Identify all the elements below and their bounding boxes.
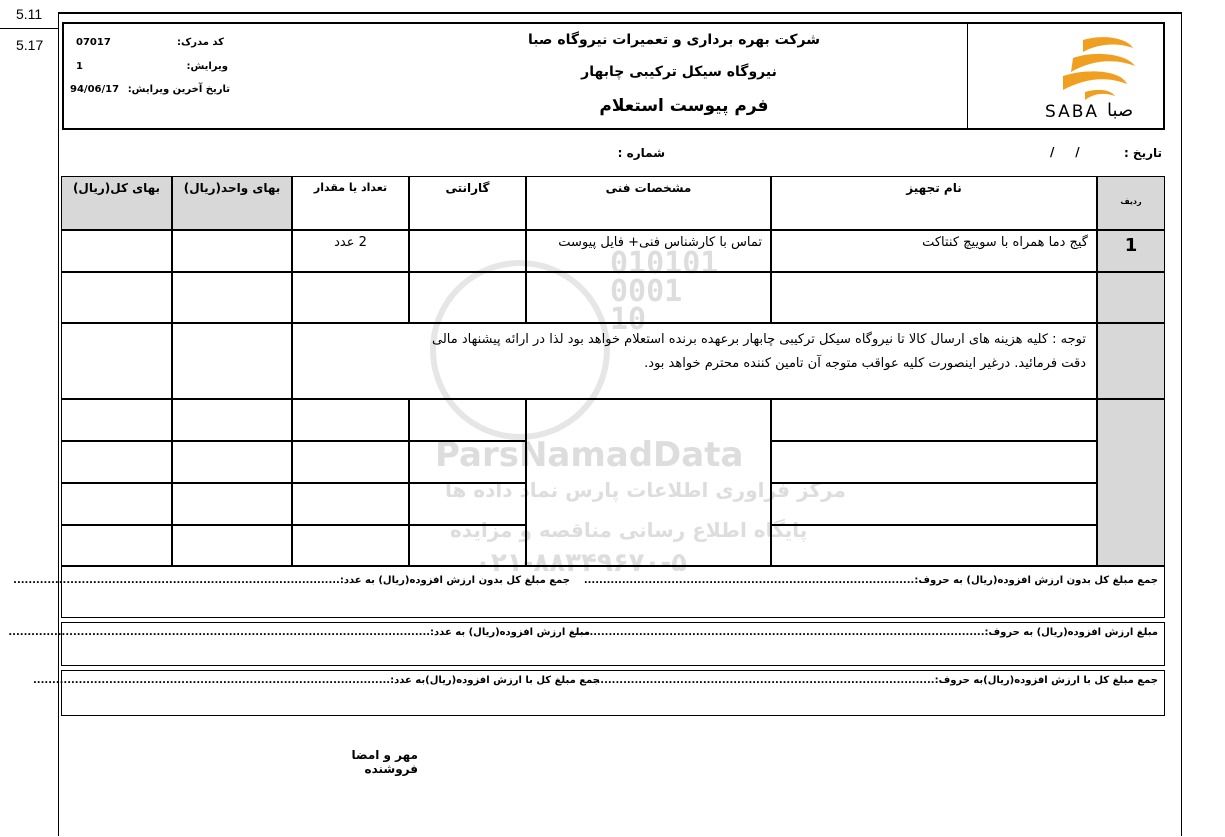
header-spec: مشخصات فنی <box>526 176 771 230</box>
table-cell <box>409 525 526 566</box>
logo-text-en: SABA <box>1045 102 1100 122</box>
table-cell <box>172 272 292 323</box>
company-name: شرکت بهره برداری و تعمیرات نیروگاه صبا <box>527 32 821 48</box>
shipping-note <box>292 323 1097 399</box>
table-cell <box>172 441 292 483</box>
header-qty: تعداد یا مقدار <box>292 176 409 230</box>
table-row <box>1097 399 1165 566</box>
table-cell <box>61 525 172 566</box>
vat-amount-digits: مبلغ ارزش افزوده(ریال) به عدد:............................................................................................................... <box>8 627 590 638</box>
item-warranty <box>409 230 526 272</box>
last-edit-value: 94/06/17 <box>70 84 120 95</box>
table-cell <box>172 323 292 399</box>
total-without-vat-digits: جمع مبلغ کل بدون ارزش افزوده(ریال) به عدد:...................................................................................... <box>13 575 570 586</box>
watermark-line1: مرکز فراوری اطلاعات پارس نماد داده ها <box>445 478 846 502</box>
table-cell <box>771 399 1097 441</box>
table-cell <box>409 272 526 323</box>
date-value: / / <box>1050 145 1080 159</box>
watermark-line2: پایگاه اطلاع رسانی مناقصه و مزایده <box>450 518 808 542</box>
vat-amount-box <box>8 622 1165 666</box>
table-cell <box>409 441 526 483</box>
watermark-phone: ۰۲۱-۸۸۳۴۹۶۷۰-۵ <box>475 548 688 578</box>
header-name: نام تجهیز <box>771 176 1097 230</box>
table-cell <box>292 525 409 566</box>
item-spec: تماس با کارشناس فنی+ فایل پیوست <box>526 230 771 272</box>
item-total <box>61 230 172 272</box>
edition-label: ویرایش: <box>186 61 228 72</box>
shipping-note-line2: دقت فرمائید. درغیر اینصورت کلیه عواقب متوجه آن تامین کننده محترم خواهد بود. <box>644 356 1086 371</box>
table-cell <box>292 399 409 441</box>
total-with-vat-words: جمع مبلغ کل با ارزش افزوده(ریال)به حروف:.......................................................................................... <box>592 675 1158 686</box>
table-cell <box>771 272 1097 323</box>
edition-value: 1 <box>76 61 83 72</box>
table-row <box>1097 323 1165 399</box>
number-label: شماره : <box>617 146 665 160</box>
side-divider <box>0 28 58 29</box>
watermark-digits: 010101 0001 10 <box>610 246 719 337</box>
table-cell <box>409 483 526 525</box>
table-cell <box>771 483 1097 525</box>
shipping-note-line1: توجه : کلیه هزینه های ارسال کالا تا نیروگاه سیکل ترکیبی چابهار برعهده برنده استعلام خواهد بود لذا در ارائه پیشنهاد مالی <box>431 332 1086 347</box>
table-cell <box>771 441 1097 483</box>
item-unit-price <box>172 230 292 272</box>
table-cell <box>61 441 172 483</box>
total-with-vat-box <box>33 670 1165 716</box>
total-without-vat-box <box>13 566 1165 618</box>
table-cell <box>771 525 1097 566</box>
table-cell <box>61 323 172 399</box>
table-row <box>1097 272 1165 323</box>
table-cell <box>292 441 409 483</box>
last-edit-label: تاریخ آخرین ویرایش: <box>127 84 230 95</box>
vat-amount-words: مبلغ ارزش افزوده(ریال) به حروف:............................................................................................................ <box>574 627 1158 638</box>
table-cell <box>172 483 292 525</box>
header-warranty: گارانتی <box>409 176 526 230</box>
watermark-brand: ParsNamadData <box>435 435 744 475</box>
header-row-no: ردیف <box>1097 176 1165 230</box>
table-cell <box>61 483 172 525</box>
table-cell <box>526 399 771 566</box>
table-cell <box>292 483 409 525</box>
doc-code-label: کد مدرک: <box>176 37 224 48</box>
seller-signature-label: مهر و امضا فروشنده <box>351 748 418 776</box>
header-total: بهای کل(ریال) <box>61 176 172 230</box>
date-label: تاریخ : <box>1123 146 1162 160</box>
header-box <box>62 22 1165 130</box>
doc-code-value: 07017 <box>76 37 111 48</box>
header-unit-price: بهای واحد(ریال) <box>172 176 292 230</box>
table-cell <box>61 399 172 441</box>
total-without-vat-words: جمع مبلغ کل بدون ارزش افزوده(ریال) به حروف:....................................................................................... <box>583 575 1158 586</box>
form-title: فرم پیوست استعلام <box>599 96 769 116</box>
side-number-1: 5.11 <box>16 6 43 22</box>
saba-logo <box>1045 32 1145 122</box>
table-cell <box>292 272 409 323</box>
table-cell <box>172 525 292 566</box>
plant-name: نیروگاه سیکل ترکیبی چابهار <box>581 64 777 80</box>
table-cell <box>526 272 771 323</box>
item-name: گیج دما همراه با سوییچ کنتاکت <box>771 230 1097 272</box>
logo-text-fa: صبا <box>1107 100 1134 121</box>
table-cell <box>61 272 172 323</box>
side-number-2: 5.17 <box>16 37 44 53</box>
logo-divider <box>967 24 968 128</box>
table-cell <box>409 399 526 441</box>
item-qty: 2 عدد <box>292 230 409 272</box>
total-with-vat-digits: جمع مبلغ کل با ارزش افزوده(ریال)به عدد:.............................................................................................. <box>33 675 600 686</box>
items-table <box>61 176 1165 566</box>
table-cell <box>172 399 292 441</box>
item-row-no: 1 <box>1097 230 1165 272</box>
